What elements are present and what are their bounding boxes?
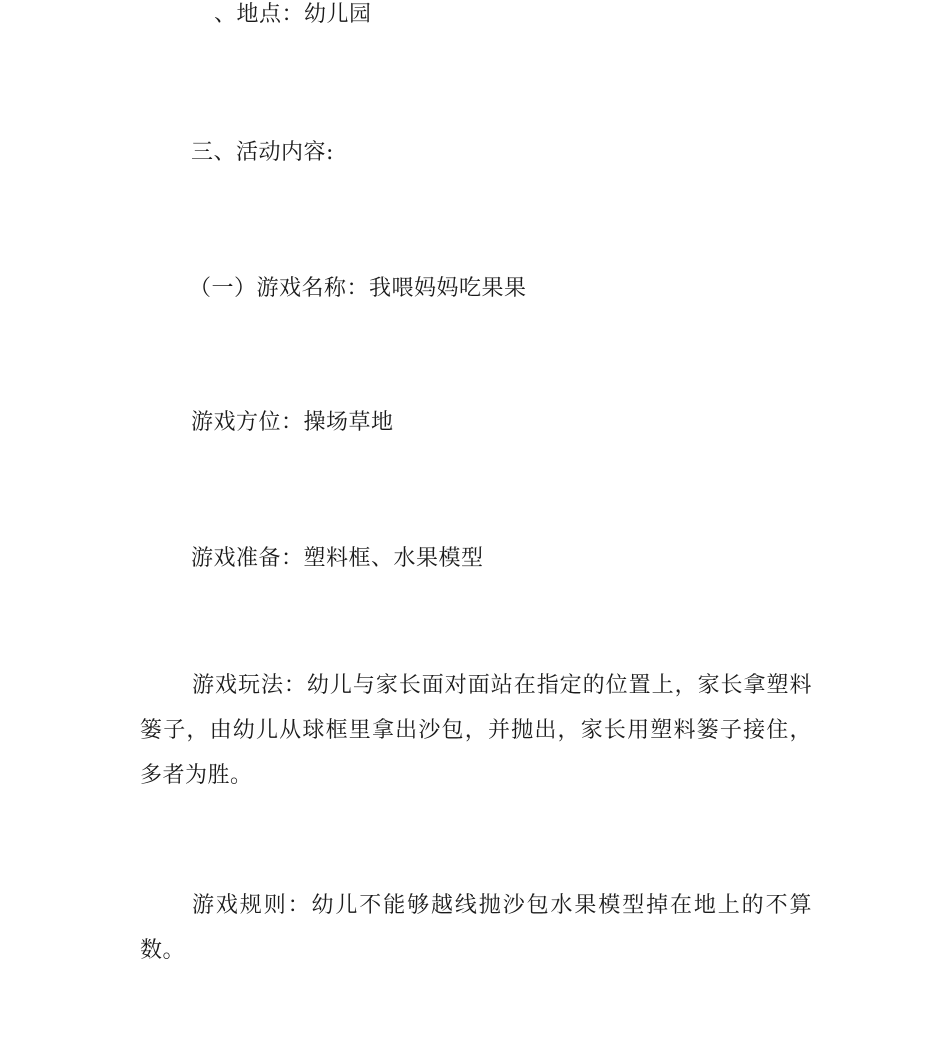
game-play-paragraph: 游戏玩法：幼儿与家长面对面站在指定的位置上，家长拿塑料篓子，由幼儿从球框里拿出沙包，并抛出，家长用塑料篓子接住，多者为胜。	[140, 673, 812, 788]
game-one-title: （一）游戏名称：我喂妈妈吃果果	[189, 276, 527, 301]
section-three-heading: 三、活动内容:	[191, 140, 334, 165]
game-rules-paragraph: 游戏规则：幼儿不能够越线抛沙包水果模型掉在地上的不算数。	[140, 893, 812, 963]
game-position: 游戏方位：操场草地	[191, 410, 394, 435]
location-line: 、地点：幼儿园	[214, 2, 372, 27]
game-preparation: 游戏准备：塑料框、水果模型	[191, 546, 484, 571]
